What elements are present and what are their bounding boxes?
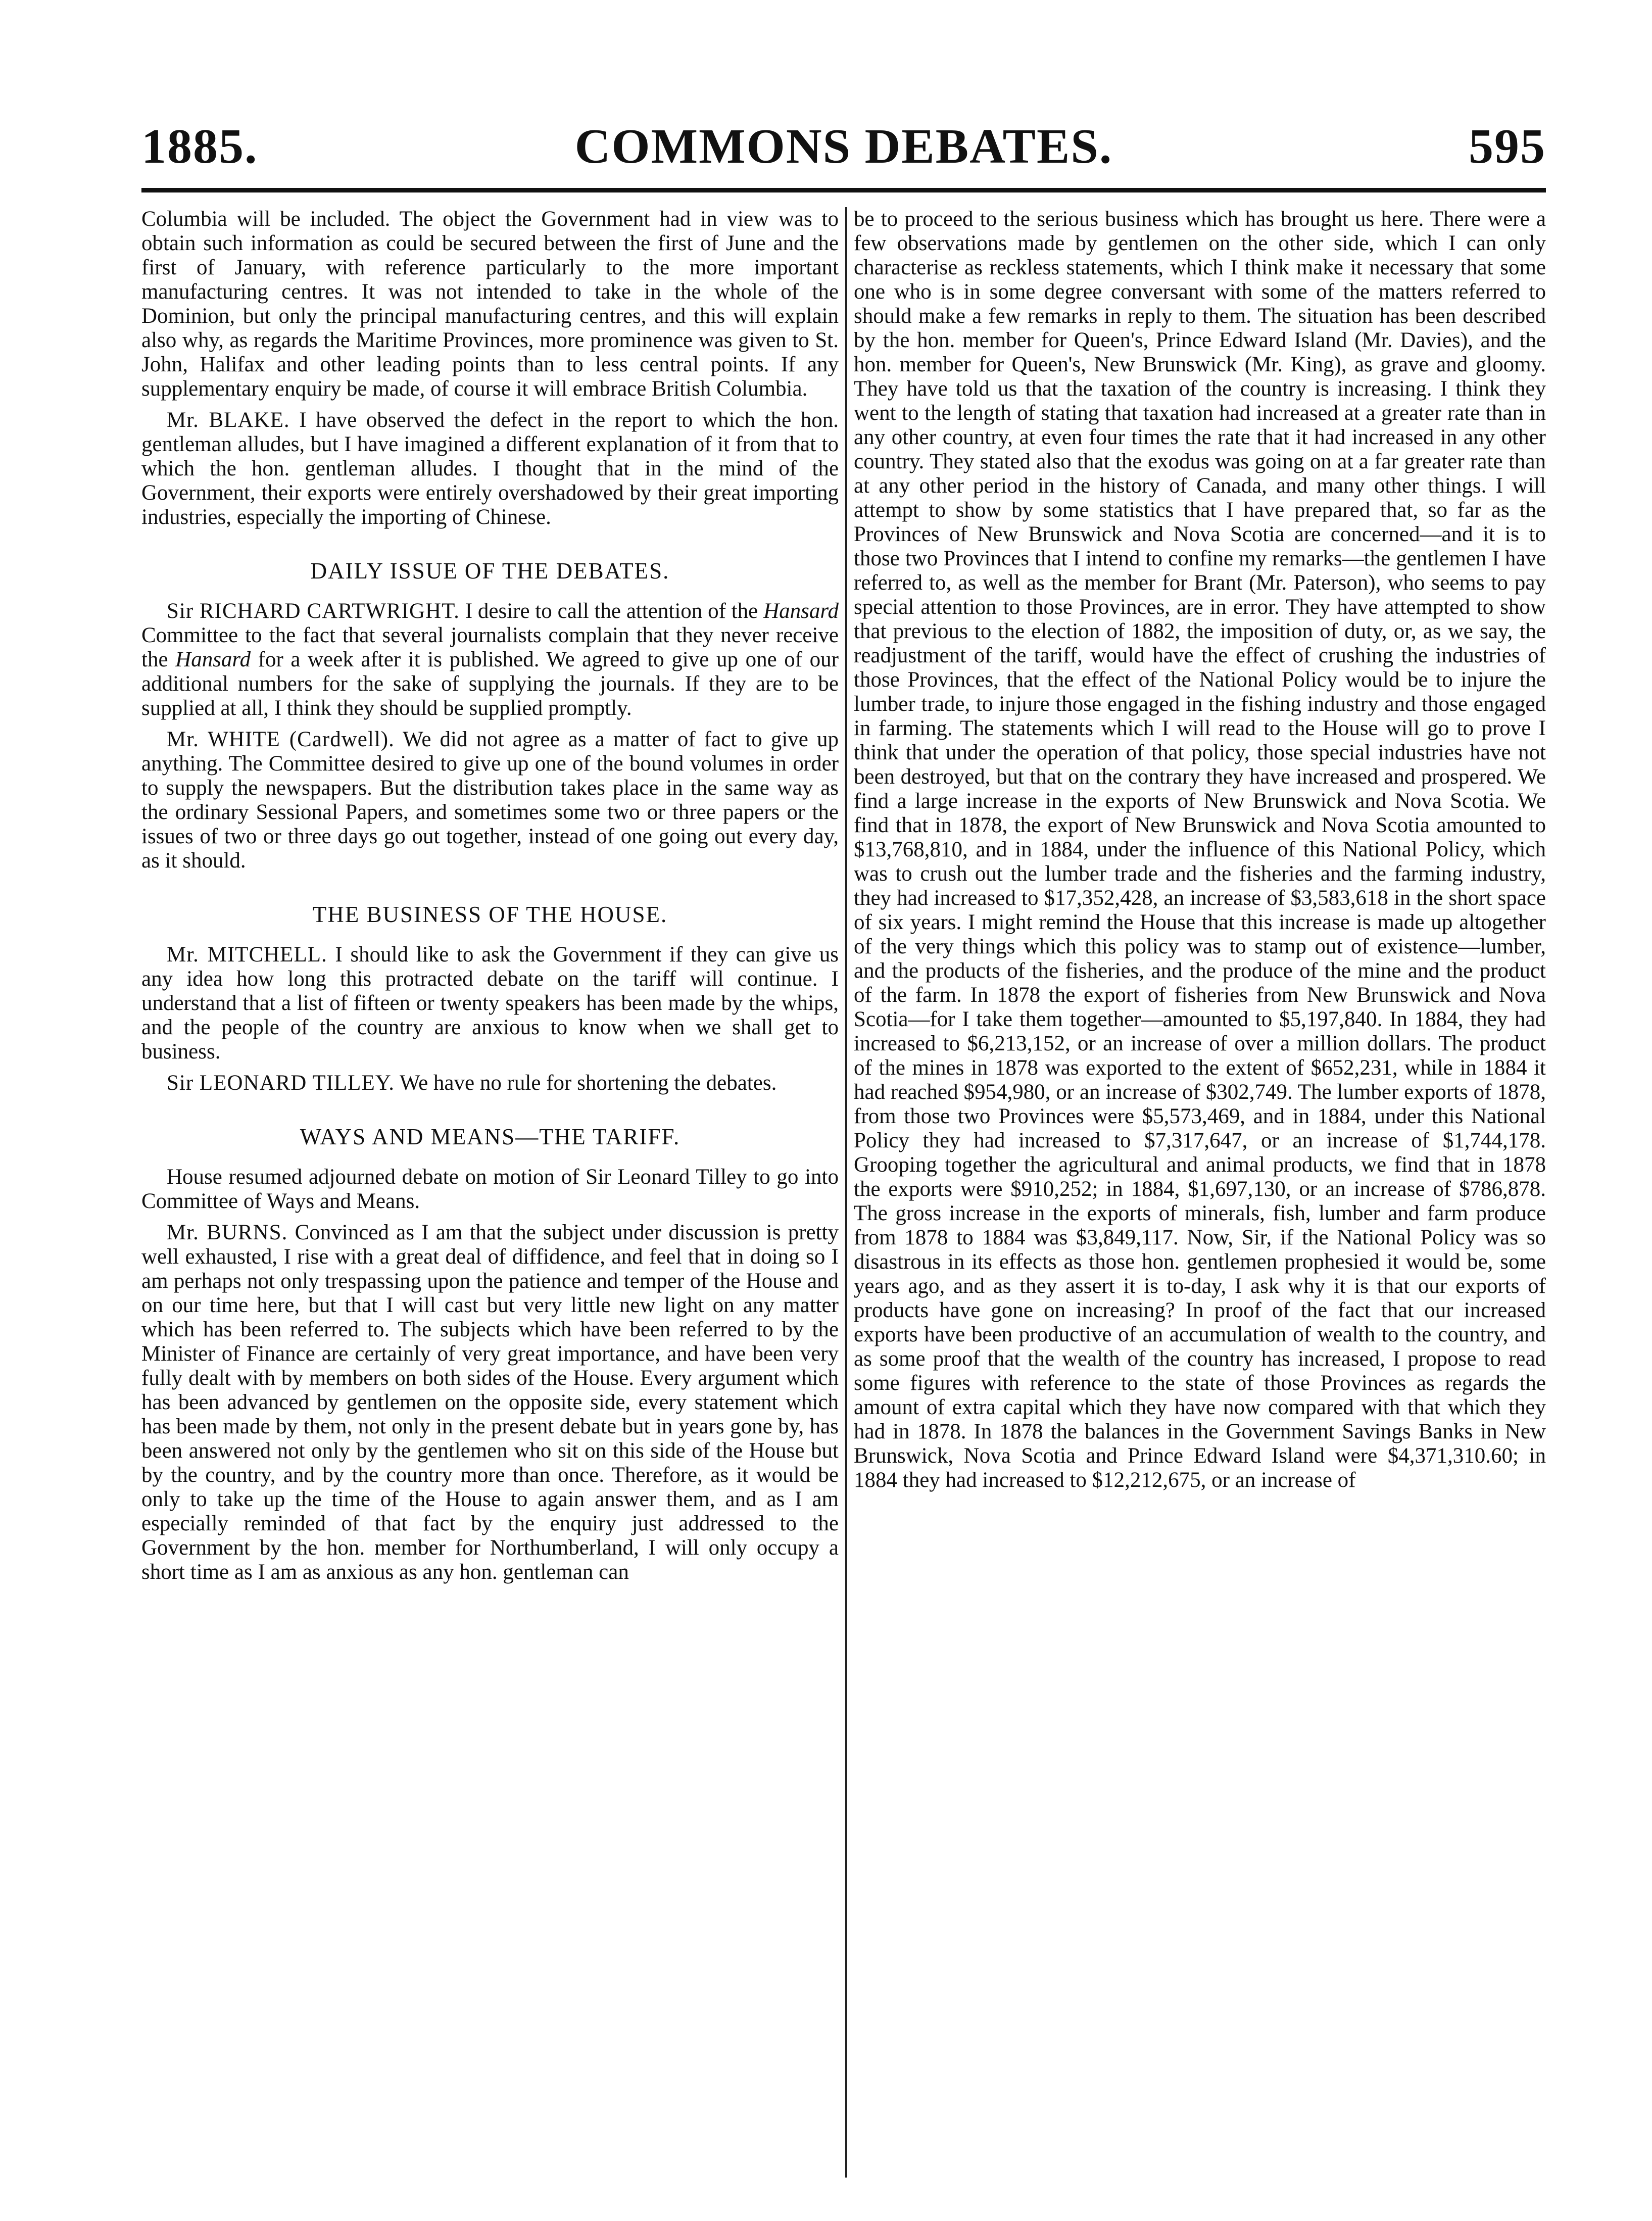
paragraph: House resumed adjourned debate on motion of Sir Leonard Tilley to go into Committee of Ways and Means.	[141, 1165, 839, 1213]
paragraph: Columbia will be included. The object the Government had in view was to obtain such information as could be secured between the first of June and the first of January, with reference particularly to the more important manufacturing centres. It was not intended to take in the whole of the Dominion, but only the principal manufacturing centres, and this will explain also why, as regards the Maritime Provinces, more prominence was given to St. John, Halifax and other leading points than to less central points. If any supplementary enquiry be made, of course it will embrace British Columbia.	[141, 207, 839, 401]
page-number: 595	[1469, 119, 1546, 174]
speech-text: for a week after it is published. We agreed to give up one of our additional numbers for the sake of supplying the journals. If they are to be supplied at all, I think they should be supplied promptly.	[141, 648, 839, 720]
section-heading: DAILY ISSUE OF THE DEBATES.	[310, 558, 670, 584]
page-header	[141, 114, 1546, 189]
speech-blake	[141, 408, 839, 529]
speaker-name: Mr. BLAKE.	[167, 408, 290, 432]
speech-text: I desire to call the attention of the	[459, 599, 764, 623]
speech-burns	[141, 1221, 839, 1584]
running-title: COMMONS DEBATES.	[574, 119, 1113, 174]
speaker-name: Mr. WHITE (Cardwell).	[167, 728, 395, 751]
speech-text: We have no rule for shortening the debates.	[394, 1071, 777, 1095]
speech-tilley	[141, 1071, 839, 1095]
right-column	[854, 207, 1546, 2188]
speech-mitchell	[141, 943, 839, 1064]
speech-text: Committee to the fact that several journalists complain that they never receive the	[141, 623, 839, 671]
header-rule	[141, 188, 1546, 192]
speaker-name: Mr. MITCHELL.	[167, 943, 327, 967]
speech-white	[141, 728, 839, 873]
section-heading: THE BUSINESS OF THE HOUSE.	[312, 902, 668, 927]
italic-term: Hansard	[175, 648, 251, 671]
left-column	[141, 207, 839, 2188]
speech-text: I have observed the defect in the report to which the hon. gentleman alludes, but I have imagined a different explanation of it from that to which the hon. gentleman alludes. I thought that in the mind of the Government, their exports were entirely overshadowed by their great importing industries, especially the importing of Chinese.	[141, 408, 839, 529]
paragraph: be to proceed to the serious business which has brought us here. There were a few observations made by gentlemen on the other side, which I can only characterise as reckless statements, which I think make it necessary that some one who is in some degree conversant with some of the matters referred to should make a few remarks in reply to them. The situation has been described by the hon. member for Queen's, Prince Edward Island (Mr. Davies), and the hon. member for Queen's, New Brunswick (Mr. King), as grave and gloomy. They have told us that the taxation of the country is increasing. I think they went to the length of stating that taxation had increased at a greater rate than in any other country, at even four times the rate that it had increased in any other country. They stated also that the exodus was going on at a far greater rate than at any other period in the history of Canada, and many other things. I will attempt to show by some statistics that I have prepared that, so far as the Provinces of New Brunswick and Nova Scotia are concerned—and it is to those two Provinces that I intend to confine my remarks—the gentlemen I have referred to, as well as the member for Brant (Mr. Paterson), who seems to pay special attention to those Provinces, are in error. They have attempted to show that previous to the election of 1882, the imposition of duty, or, as we say, the readjustment of the tariff, would have the effect of crushing the industries of those Provinces, that the effect of the National Policy would be to injure the lumber trade, to injure those engaged in the fishing industry and those engaged in farming. The statements which I will read to the House will go to prove I think that under the operation of that policy, those special industries have not been destroyed, but that on the contrary they have increased and prospered. We find a large increase in the exports of New Brunswick and Nova Scotia. We find that in 1878, the export of New Brunswick and Nova Scotia amounted to $13,768,810, and in 1884, under the influence of this National Policy, which was to crush out the lumber trade and the fisheries and the farming industry, they had increased to $17,352,428, an increase of $3,583,618 in the short space of six years. I might remind the House that this increase is made up altogether of the very things which this policy was to stamp out of existence—lumber, and the products of the fisheries, and the produce of the mine and the product of the farm. In 1878 the export of fisheries from New Brunswick and Nova Scotia—for I take them together—amounted to $5,197,840. In 1884, they had increased to $6,213,152, or an increase of over a million dollars. The product of the mines in 1878 was exported to the extent of $652,231, while in 1884 it had reached $954,980, or an increase of $302,749. The lumber exports of 1878, from those two Provinces were $5,573,469, and in 1884, under this National Policy they had increased to $7,317,647, or an increase of $1,744,178. Grooping together the agricultural and animal products, we find that in 1878 the exports were $910,252; in 1884, $1,697,130, or an increase of $786,878. The gross increase in the exports of minerals, fish, lumber and farm produce from 1878 to 1884 was $3,849,117. Now, Sir, if the National Policy was so disastrous in its effects as those hon. gentlemen prophesied it would be, some years ago, and as they assert it is to-day, I ask why it is that our exports of products have gone on increasing? In proof of the fact that our increased exports have been productive of an accumulation of wealth to the country, and as some proof that the wealth of the country has increased, I propose to read some figures with reference to the state of those Provinces as regards the amount of extra capital which they have now compared with that which they had in 1878. In 1878 the balances in the Government Savings Banks in New Brunswick, Nova Scotia and Prince Edward Island were $4,371,310.60; in 1884 they had increased to $12,212,675, or an increase of	[854, 207, 1546, 1492]
header-year: 1885.	[141, 119, 258, 174]
speech-cartwright	[141, 599, 839, 720]
speech-text: Convinced as I am that the subject under discussion is pretty well exhausted, I rise with a great deal of diffidence, and feel that in doing so I am perhaps not only trespassing upon the patience and temper of the House and on our time here, but that I will cast but very little new light on any matter which has been referred to. The subjects which have been referred to by the Minister of Finance are certainly of very great importance, and have been very fully dealt with by members on both sides of the House. Every argument which has been advanced by gentlemen on the opposite side, every statement which has been made by them, not only in the present debate but in years gone by, has been answered not only by the gentlemen who sit on this side of the House but by the country, and by the country more than once. Therefore, as it would be only to take up the time of the House to again answer them, and as I am especially reminded of that fact by the enquiry just addressed to the Government by the hon. member for Northumberland, I will only occupy a short time as I am as anxious as any hon. gentleman can	[141, 1221, 839, 1584]
italic-term: Hansard	[763, 599, 839, 623]
speech-text: We did not agree as a matter of fact to give up anything. The Committee desired to give up one of the bound volumes in order to supply the newspapers. But the distribution takes place in the same way as the ordinary Sessional Papers, and sometimes some two or three papers or the issues of two or three days go out together, instead of one going out every day, as it should.	[141, 728, 839, 873]
section-heading: WAYS AND MEANS—THE TARIFF.	[300, 1124, 681, 1149]
column-divider	[845, 207, 847, 2178]
speaker-name: Sir RICHARD CARTWRIGHT.	[167, 599, 460, 623]
speech-text: I should like to ask the Government if they can give us any idea how long this protracted debate on the tariff will continue. I understand that a list of fifteen or twenty speakers has been made by the whips, and the people of the country are anxious to know when we shall get to business.	[141, 943, 839, 1064]
speaker-name: Mr. BURNS.	[167, 1221, 288, 1244]
speaker-name: Sir LEONARD TILLEY.	[167, 1071, 395, 1095]
